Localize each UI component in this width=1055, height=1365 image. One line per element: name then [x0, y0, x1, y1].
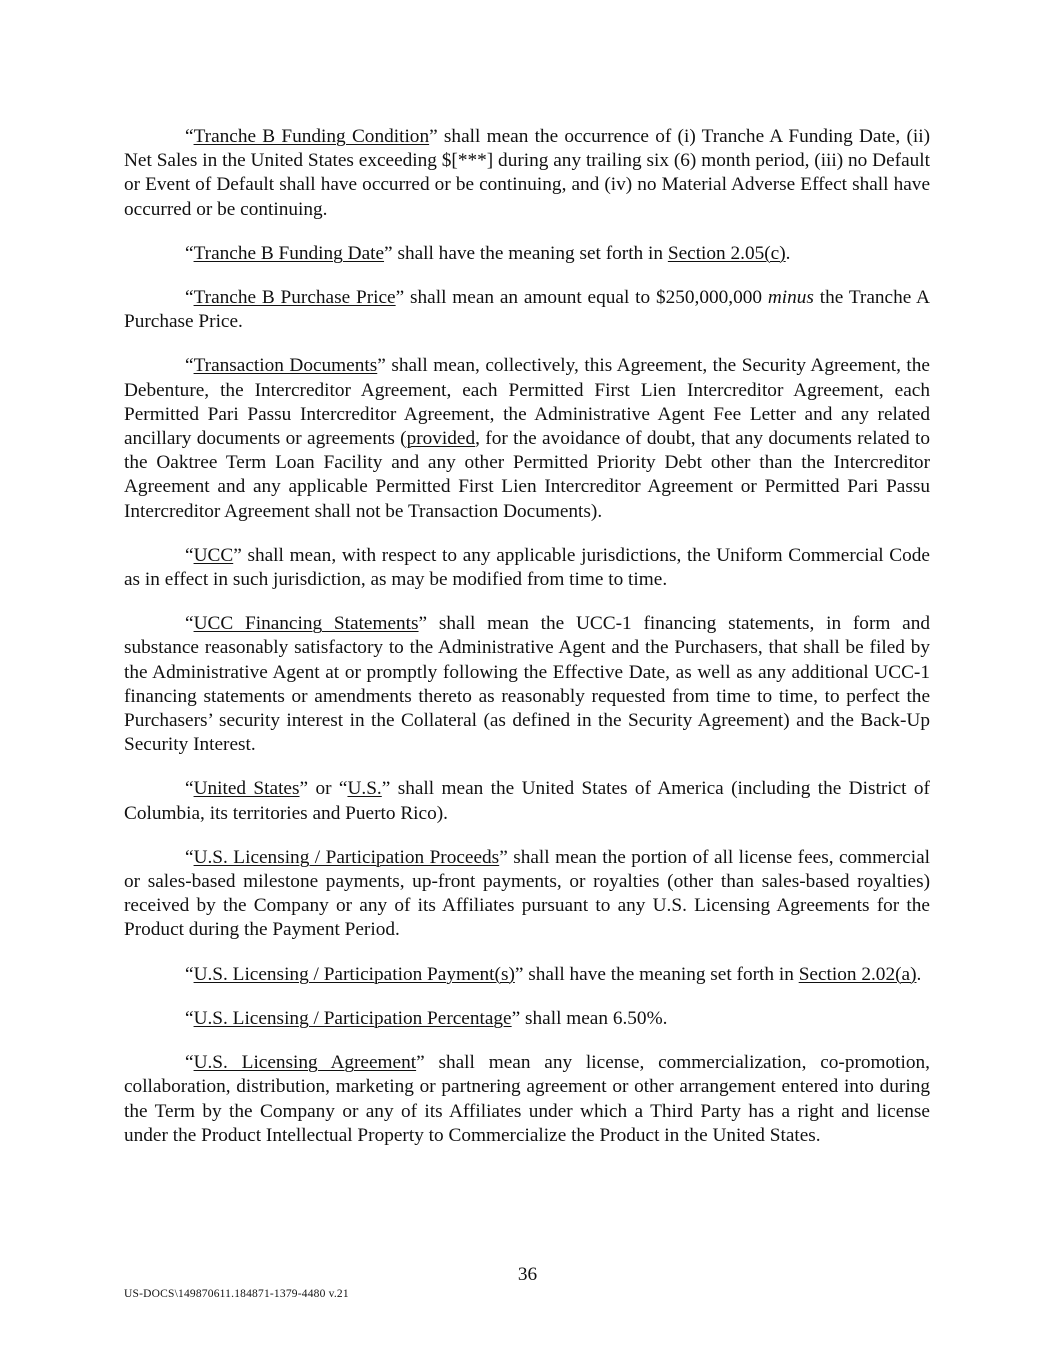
definition-text: shall mean the portion of all license fees, commercial or sales-based milestone payments, up-front payments, or royalties (other than sales-based royalties) received by the Company or any of its Affiliates pursuant to any U.S. Licensing Agreements for the Product during the Payment Period.: [124, 846, 930, 941]
defined-term: U.S. Licensing Agreement: [193, 1052, 417, 1074]
section-reference: Section 2.05(c): [667, 242, 786, 264]
definition-transaction-documents: “Transaction Documents” shall mean, collectively, this Agreement, the Security Agreement, the Debenture, the Intercreditor Agreement, each Permitted First Lien Intercreditor Agreement, each Permitted Pari Passu Intercreditor Agreement, the Administrative Agent Fee Letter and any related ancillary documents or agreements (provided, for the avoidance of doubt, that any documents related to the Oaktree Term Loan Facility and any other Permitted Priority Debt other than the Intercreditor Agreement and any applicable Permitted First Lien Intercreditor Agreement or Permitted Pari Passu Intercreditor Agreement shall not be Transaction Documents).: [124, 355, 931, 522]
defined-term: United States: [193, 778, 300, 800]
italic-word: minus: [767, 287, 814, 309]
definition-text: shall have the meaning set forth in: [528, 963, 794, 985]
definition-text: shall mean the United States of America (including the District of Columbia, its territories and Puerto Rico).: [124, 778, 930, 824]
definition-text: shall mean, with respect to any applicable jurisdictions, the Uniform Commercial Code as in effect in such jurisdiction, as may be modified from time to time.: [124, 544, 930, 591]
definition-text-end: .: [785, 242, 791, 264]
defined-term: Tranche B Purchase Price: [193, 287, 396, 309]
defined-term-alternate: U.S.: [347, 778, 382, 800]
term-connector: or: [315, 778, 332, 800]
definition-text-end: .: [916, 963, 922, 985]
defined-term: UCC: [193, 544, 234, 566]
definition-text: shall have the meaning set forth in: [397, 242, 664, 264]
defined-term: Tranche B Funding Condition: [193, 126, 430, 147]
definition-us-licensing-participation-proceeds: “U.S. Licensing / Participation Proceeds” shall mean the portion of all license fees, commercial or sales-based milestone payments, up-front payments, or royalties (other than sales-based royalties) received by the Company or any of its Affiliates pursuant to any U.S. Licensing Agreements for the Product during the Payment Period.: [124, 846, 930, 941]
definition-text: shall mean the occurrence of (i) Tranche A Funding Date, (ii) Net Sales in the United States exceeding $[***] during any trailing six (6) month period, (iii) no Default or Event of Default shall have occurred or be continuing, and (iv) no Material Adverse Effect shall have occurred or be continuing.: [124, 126, 930, 220]
definitions-section: [124, 125, 930, 1168]
defined-term: U.S. Licensing / Participation Proceeds: [193, 846, 500, 868]
definition-us-licensing-participation-percentage: “U.S. Licensing / Participation Percentage” shall mean 6.50%.: [185, 1007, 668, 1029]
definition-text: shall mean an amount equal to $250,000,000: [410, 287, 763, 309]
definition-united-states: “United States” or “U.S.” shall mean the United States of America (including the District of Columbia, its territories and Puerto Rico).: [124, 778, 930, 824]
section-reference: Section 2.02(a): [798, 963, 917, 985]
document-id: US-DOCS\149870611.184871-1379-4480 v.21: [124, 1288, 349, 1300]
proviso-word: provided: [406, 428, 476, 450]
defined-term: UCC Financing Statements: [193, 613, 419, 635]
definition-us-licensing-participation-payments: “U.S. Licensing / Participation Payment(s)” shall have the meaning set forth in Section 2.02(a).: [185, 963, 922, 985]
page-number: 36: [517, 1264, 538, 1285]
definition-text: shall mean the UCC-1 financing statements, in form and substance reasonably satisfactory to the Administrative Agent and the Purchasers, that shall be filed by the Administrative Agent at or promptly following the Effective Date, as well as any additional UCC-1 financing statements or amendments thereto as reasonably requested from time to time, to perfect the Purchasers’ security interest in the Collateral (as defined in the Security Agreement) and the Back-Up Security Interest.: [124, 613, 930, 756]
definition-text: shall mean, collectively, this Agreement, the Security Agreement, the Debenture, the Intercreditor Agreement, each Permitted First Lien Intercreditor Agreement, each Permitted Pari Passu Intercreditor Agreement, the Administrative Agent Fee Letter and any related ancillary documents or agreements (: [124, 355, 930, 450]
definition-us-licensing-agreement: “U.S. Licensing Agreement” shall mean any license, commercialization, co-promotion, collaboration, distribution, marketing or partnering agreement or other arrangement entered into during the Term by the Company or any of its Affiliates under which a Third Party has a right and license under the Product Intellectual Property to Commercialize the Product in the United States.: [124, 1052, 930, 1146]
definition-text: shall mean any license, commercialization, co-promotion, collaboration, distribution, marketing or partnering agreement or other arrangement entered into during the Term by the Company or any of its Affiliates under which a Third Party has a right and license under the Product Intellectual Property to Commercialize the Product in the United States.: [124, 1052, 930, 1146]
definition-text-end: the Tranche A Purchase Price.: [124, 287, 930, 333]
definition-text-end: , for the avoidance of doubt, that any documents related to the Oaktree Term Loan Facility and any other Permitted Priority Debt other than the Intercreditor Agreement and any applicable Permitted First Lien Intercreditor Agreement or Permitted Pari Passu Intercreditor Agreement shall not be Transaction Documents).: [124, 428, 931, 522]
definition-ucc-financing-statements: “UCC Financing Statements” shall mean the UCC-1 financing statements, in form and substance reasonably satisfactory to the Administrative Agent and the Purchasers, that shall be filed by the Administrative Agent at or promptly following the Effective Date, as well as any additional UCC-1 financing statements or amendments thereto as reasonably requested from time to time, to perfect the Purchasers’ security interest in the Collateral (as defined in the Security Agreement) and the Back-Up Security Interest.: [124, 613, 930, 756]
definition-tranche-b-funding-date: “Tranche B Funding Date” shall have the meaning set forth in Section 2.05(c).: [185, 242, 791, 264]
definition-tranche-b-purchase-price: “Tranche B Purchase Price” shall mean an amount equal to $250,000,000 minus the Tranche A Purchase Price.: [124, 287, 930, 333]
defined-term: Transaction Documents: [193, 355, 378, 377]
defined-term: U.S. Licensing / Participation Percentage: [193, 1007, 512, 1029]
defined-term: Tranche B Funding Date: [193, 242, 385, 264]
definition-ucc: “UCC” shall mean, with respect to any applicable jurisdictions, the Uniform Commercial Code as in effect in such jurisdiction, as may be modified from time to time.: [124, 544, 930, 591]
definition-tranche-b-funding-condition: “Tranche B Funding Condition” shall mean the occurrence of (i) Tranche A Funding Date, (ii) Net Sales in the United States exceeding $[***] during any trailing six (6) month period, (iii) no Default or Event of Default shall have occurred or be continuing, and (iv) no Material Adverse Effect shall have occurred or be continuing.: [124, 126, 930, 220]
defined-term: U.S. Licensing / Participation Payment(s): [193, 963, 515, 985]
definition-text: shall mean 6.50%.: [525, 1007, 668, 1029]
